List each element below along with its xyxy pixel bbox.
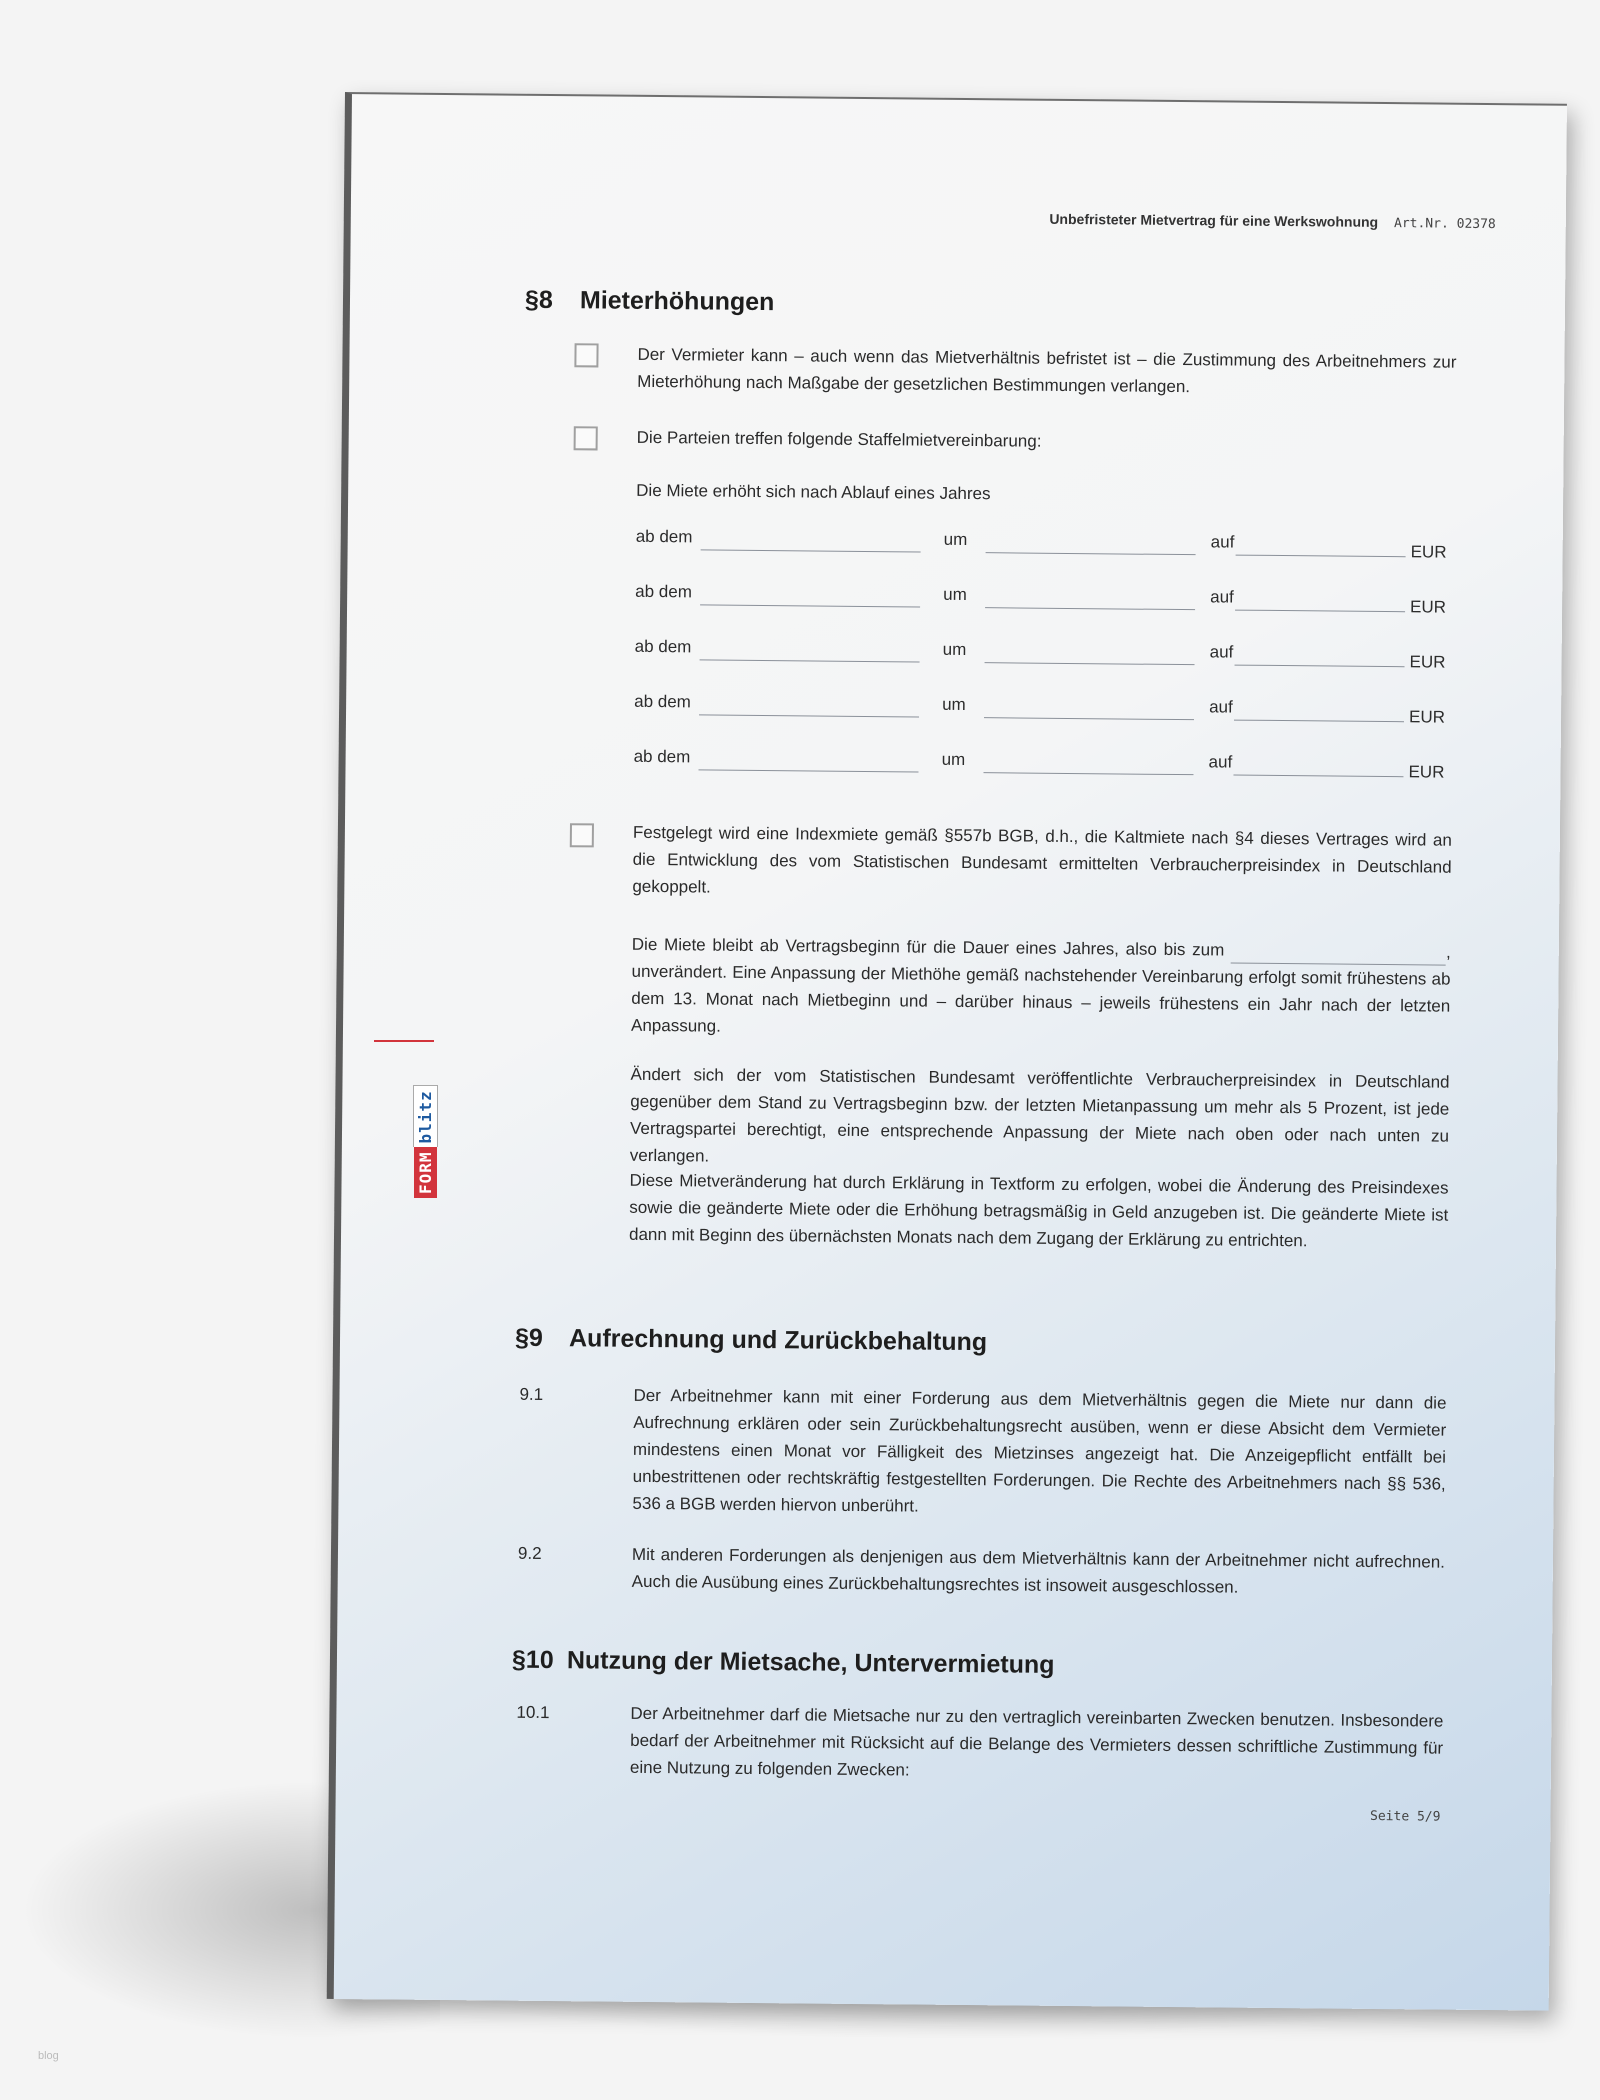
amount-field[interactable] — [1236, 555, 1406, 558]
increase-field[interactable] — [984, 717, 1194, 720]
staffel-row — [635, 527, 1455, 571]
document-title: Unbefristeter Mietvertrag für eine Werkswohnung — [1049, 210, 1379, 230]
staffel-row — [633, 747, 1453, 791]
label-to: auf — [1209, 697, 1233, 717]
checkbox-option-3[interactable] — [570, 823, 594, 847]
section-8-heading — [525, 286, 775, 317]
label-to: auf — [1210, 587, 1234, 607]
item-10-1-text: Der Arbeitnehmer darf die Mietsache nur zu den vertraglich vereinbarten Zwecken benutzen. Insbesondere bedarf der Arbeitnehmer mit Rücksicht auf die Belange des Vermieters dessen schriftliche Zustimmung für eine Nutzung zu folgenden Zwecken: — [629, 1703, 1444, 1780]
checkbox-option-1[interactable] — [574, 343, 598, 367]
label-to: auf — [1210, 532, 1235, 552]
label-by: um — [942, 694, 966, 714]
label-from: ab dem — [634, 636, 692, 657]
increase-field[interactable] — [985, 607, 1195, 610]
section-title: Mieterhöhungen — [579, 286, 775, 317]
watermark: blog — [38, 2050, 59, 2062]
option-3-text: Festgelegt wird eine Indexmiete gemäß §557b BGB, d.h., die Kaltmiete nach §4 dieses Vertrages wird an die Entwicklung des vom Statistischen Bundesamt ermittelten Verbraucherpreisindex in Deutschland gekoppelt. — [632, 822, 1452, 897]
currency-label: EUR — [1409, 652, 1446, 672]
label-to: auf — [1209, 642, 1234, 662]
article-number: Art.Nr. 02378 — [1393, 216, 1496, 233]
staffel-intro: Die Miete erhöht sich nach Ablauf eines Jahres — [636, 480, 991, 504]
section-title: Aufrechnung und Zurückbehaltung — [568, 1324, 988, 1357]
amount-field[interactable] — [1233, 775, 1403, 778]
item-9-2-text: Mit anderen Forderungen als denjenigen aus dem Mietverhältnis kann der Arbeitnehmer nicht aufrechnen. Auch die Ausübung eines Zurückbehaltungsrechtes ist insoweit ausgeschlossen. — [631, 1544, 1446, 1597]
index-paragraph-1 — [631, 931, 1451, 1047]
amount-field[interactable] — [1235, 665, 1405, 668]
label-from: ab dem — [634, 691, 691, 712]
date-field[interactable] — [700, 659, 920, 662]
label-by: um — [941, 749, 966, 769]
option-1-text: Der Vermieter kann – auch wenn das Mietverhältnis befristet ist – die Zustimmung des Arbeitnehmers zur Mieterhöhung nach Maßgabe der gesetzlichen Bestimmungen verlangen. — [637, 344, 1457, 397]
index-p1-start: Die Miete bleibt ab Vertragsbeginn für die Dauer eines Jahres, also bis zum — [631, 934, 1225, 960]
section-number: §8 — [524, 285, 553, 315]
staffel-row — [634, 637, 1454, 681]
label-to: auf — [1208, 752, 1233, 772]
index-paragraph-2: Ändert sich der vom Statistischen Bundesamt veröffentlichte Verbraucherpreisindex in Deutschland gegenüber dem Stand zu Vertragsbeginn bzw. der letzten Mietanpassung um mehr als 5 Prozent, ist jede Vertragspartei berechtigt, eine entsprechende Anpassung der Miete nach oben oder nach unten zu verlangen. — [629, 1064, 1450, 1166]
option-2-text: Die Parteien treffen folgende Staffelmietvereinbarung: — [636, 427, 1042, 451]
item-9-1-text: Der Arbeitnehmer kann mit einer Forderung aus dem Mietverhältnis gegen die Miete nur dann die Aufrechnung erklären oder sein Zurückbehaltungsrecht ausüben, wenn er diese Absicht dem Vermieter mindestens einen Monat vor Fälligkeit des Mietzinses angezeigt hat. Die Anzeigepflicht entfällt bei unbestrittenen oder rechtskräftig festgestellten Forderungen. Die Rechte des Arbeitnehmers nach §§ 536, 536 a BGB werden hiervon unberührt. — [632, 1385, 1447, 1516]
date-field[interactable] — [700, 604, 920, 607]
label-by: um — [943, 529, 968, 549]
label-by: um — [942, 639, 967, 659]
checkbox-option-2[interactable] — [574, 426, 598, 450]
section-number: §10 — [511, 1645, 554, 1675]
increase-field[interactable] — [985, 662, 1195, 665]
logo-blitz: blitz — [413, 1085, 438, 1147]
date-field[interactable] — [699, 714, 919, 717]
document-page — [327, 92, 1567, 2011]
label-from: ab dem — [635, 526, 693, 547]
formblitz-logo — [412, 1040, 440, 1198]
date-field[interactable] — [699, 769, 919, 772]
index-p1-end: , unverändert. Eine Anpassung der Miethöhe gemäß nachstehender Vereinbarung erfolgt somit frühestens ab dem 13. Monat nach Mietbeginn und – darüber hinaus – jeweils frühestens ein Jahr nach der letzten Anpassung. — [630, 942, 1451, 1036]
amount-field[interactable] — [1234, 720, 1404, 723]
currency-label: EUR — [1410, 542, 1447, 562]
logo-form: FORM — [414, 1147, 437, 1198]
section-number: §9 — [514, 1323, 543, 1352]
end-date-field[interactable] — [1231, 945, 1446, 966]
label-from: ab dem — [635, 581, 693, 602]
date-field[interactable] — [701, 549, 921, 552]
amount-field[interactable] — [1235, 610, 1405, 613]
currency-label: EUR — [1408, 762, 1445, 782]
document-header — [1049, 211, 1496, 232]
label-by: um — [943, 584, 967, 604]
logo-wordmark — [412, 1040, 438, 1198]
increase-field[interactable] — [983, 772, 1193, 775]
index-paragraph-3: Diese Mietveränderung hat durch Erklärung in Textform zu erfolgen, wobei die Änderung des Preisindexes sowie die geänderte Miete oder die Erhöhung betragsmäßig in Geld anzugeben ist. Die geänderte Miete ist dann mit Beginn des übernächsten Monats nach dem Zugang der Erklärung zu entrichten. — [628, 1170, 1449, 1251]
section-9-heading — [515, 1324, 987, 1358]
currency-label: EUR — [1410, 597, 1447, 617]
section-title: Nutzung der Mietsache, Untervermietung — [566, 1646, 1055, 1679]
label-from: ab dem — [633, 746, 691, 767]
increase-field[interactable] — [986, 552, 1196, 555]
item-number: 10.1 — [516, 1702, 550, 1723]
currency-label: EUR — [1408, 707, 1446, 727]
staffel-row — [635, 582, 1455, 626]
staffel-row — [634, 692, 1454, 736]
section-10-heading — [512, 1646, 1055, 1680]
page-number: Seite 5/9 — [1369, 1808, 1441, 1825]
item-number: 9.2 — [517, 1543, 542, 1563]
item-number: 9.1 — [519, 1384, 544, 1404]
